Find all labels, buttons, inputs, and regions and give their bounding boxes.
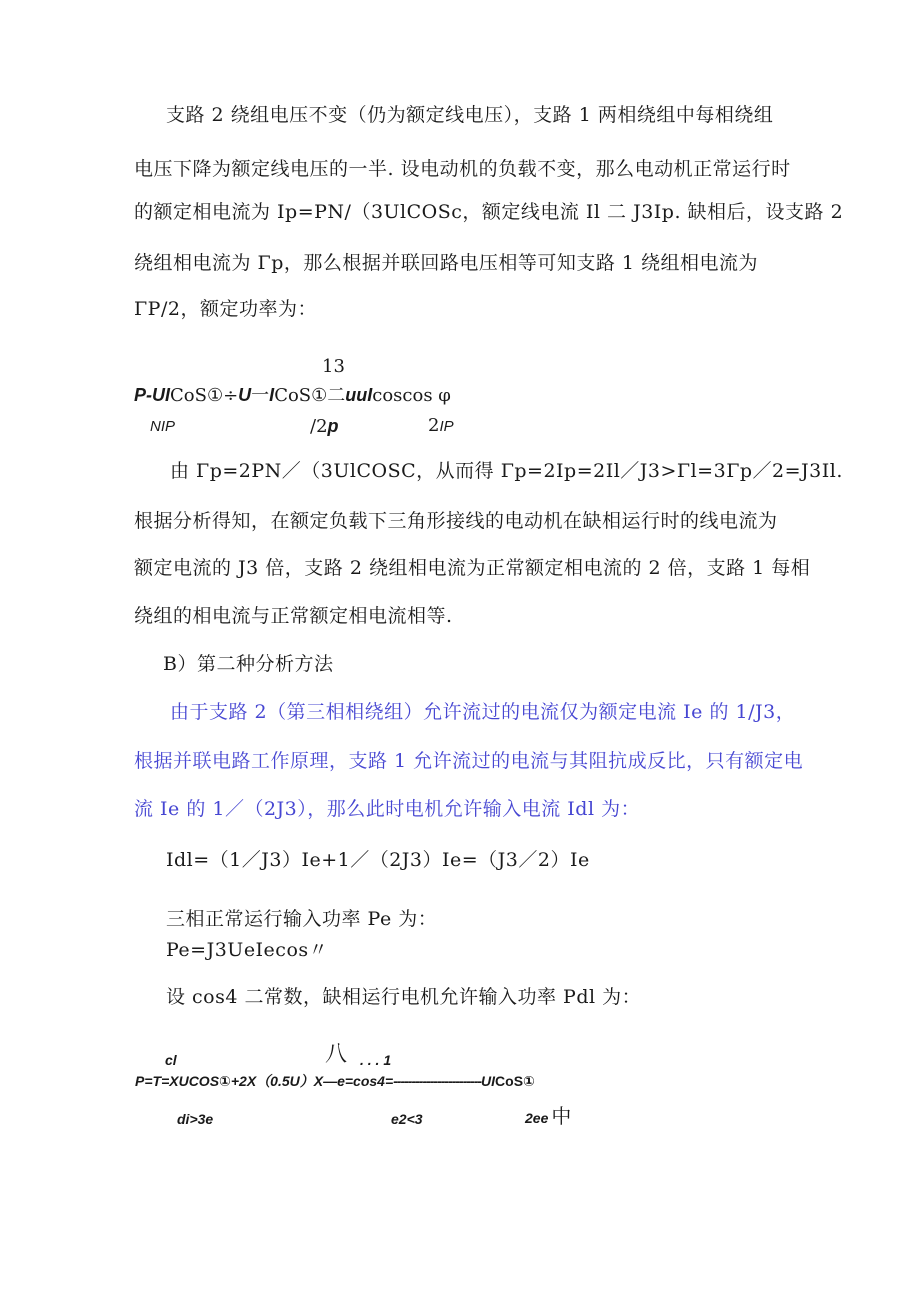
paragraph-3-line-2: 根据并联电路工作原理，支路 1 允许流过的电流与其阻抗成反比，只有额定电 bbox=[134, 750, 804, 772]
formula-2-main: P=T=XUCOS①+2X（0.5U）X—e=cos4=------------------------UICoS① bbox=[135, 1073, 535, 1089]
formula-1-main: P-UICoS①÷U一ICoS①二uuIcoscos φ bbox=[134, 385, 451, 406]
paragraph-1-line-1: 支路 2 绕组电压不变（仍为额定线电压），支路 1 两相绕组中每相绕组 bbox=[166, 104, 774, 126]
paragraph-3-line-3: 流 Ie 的 1／（2J3），那么此时电机允许输入电流 Idl 为： bbox=[134, 798, 641, 820]
formula-2-top-mid: 八 bbox=[325, 1042, 348, 1067]
formula-2-sub-3: 2ee 中 bbox=[525, 1104, 572, 1128]
paragraph-1-line-5: ΓP/2，额定功率为： bbox=[134, 298, 317, 320]
pe-intro-line: 三相正常运行输入功率 Pe 为： bbox=[166, 908, 438, 930]
formula-2-sub-1: di>3e bbox=[177, 1111, 214, 1127]
formula-2-top-dots: . . . 1 bbox=[360, 1052, 392, 1068]
paragraph-2-line-4: 绕组的相电流与正常额定相电流相等. bbox=[134, 605, 453, 627]
paragraph-3-line-1: 由于支路 2（第三相相绕组）允许流过的电流仅为额定电流 Ie 的 1/J3， bbox=[170, 701, 796, 723]
paragraph-1-line-2: 电压下降为额定线电压的一半. 设电动机的负载不变，那么电动机正常运行时 bbox=[134, 158, 791, 180]
cos-constant-line: 设 cos4 二常数，缺相运行电机允许输入功率 Pdl 为： bbox=[166, 986, 642, 1008]
formula-1-sub-1: NIP bbox=[150, 418, 176, 435]
pe-equation: Pe=J3UeIecos〃 bbox=[166, 939, 329, 961]
paragraph-2-line-3: 额定电流的 J3 倍，支路 2 绕组相电流为正常额定相电流的 2 倍，支路 1 每相 bbox=[134, 557, 811, 579]
formula-1-top-number: 13 bbox=[322, 356, 345, 377]
section-b-heading: B）第二种分析方法 bbox=[163, 653, 334, 675]
formula-2-top-left: cl bbox=[165, 1052, 177, 1068]
paragraph-1-line-4: 绕组相电流为 Γp，那么根据并联回路电压相等可知支路 1 绕组相电流为 bbox=[134, 252, 759, 274]
paragraph-1-line-3: 的额定相电流为 Ip=PN/（3UlCOSc，额定线电流 Il 二 J3Ip. 缺相后，设支路 2 bbox=[134, 201, 844, 223]
formula-1-sub-3: 2IP bbox=[428, 415, 454, 436]
formula-1-sub-2: /2p bbox=[310, 416, 339, 437]
paragraph-2-line-1: 由 Γp=2PN／（3UlCOSC，从而得 Γp=2Ip=2Il／J3>Γl=3Γp／2=J3Il. bbox=[170, 460, 843, 482]
formula-2-sub-2: e2<3 bbox=[391, 1111, 423, 1127]
paragraph-2-line-2: 根据分析得知，在额定负载下三角形接线的电动机在缺相运行时的线电流为 bbox=[134, 510, 778, 532]
equation-idl: Idl=（1／J3）Ie+1／（2J3）Ie=（J3／2）Ie bbox=[166, 849, 590, 871]
